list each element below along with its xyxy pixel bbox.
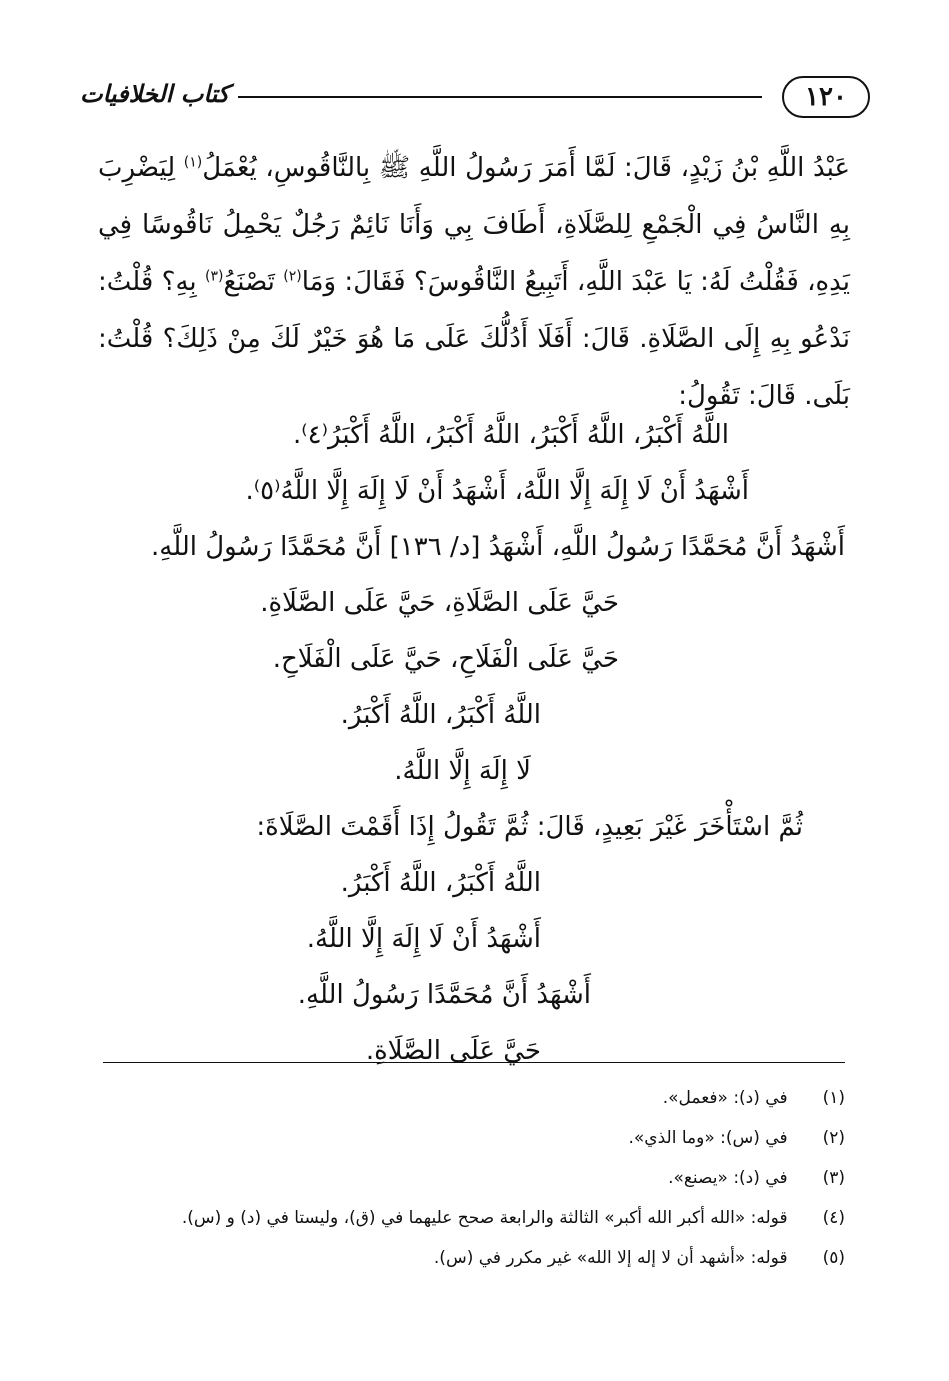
adhan-line: أَشْهَدُ أَنْ لَا إِلَهَ إِلَّا اللَّهُ، أَشْهَدُ أَنْ لَا إِلَهَ إِلَّا اللَّهُ⁽٥⁾. (245, 476, 749, 506)
paragraph-text: تَصْنَعُ (223, 267, 284, 297)
adhan-line: اللَّهُ أَكْبَرُ، اللَّهُ أَكْبَرُ، اللَّهُ أَكْبَرُ، اللَّهُ أَكْبَرُ⁽٤⁾. (293, 420, 729, 450)
footnote-item (85, 1238, 845, 1278)
paragraph-text: عَبْدُ اللَّهِ بْنُ زَيْدٍ، قَالَ: لَمَّا أَمَرَ رَسُولُ اللَّهِ ﷺ بِالنَّاقُوسِ، يُعْمَلُ (202, 153, 850, 183)
footnote-ref-3[interactable]: (٣) (204, 268, 224, 285)
footnote-number: (٢) (822, 1128, 845, 1148)
header-rule (238, 96, 762, 98)
iqamah-line: أَشْهَدُ أَنَّ مُحَمَّدًا رَسُولُ اللَّهِ. (297, 980, 591, 1010)
footnote-number: (٥) (822, 1248, 845, 1268)
main-paragraph (98, 140, 850, 425)
footnotes (85, 1078, 845, 1278)
footnote-number: (١) (822, 1088, 845, 1108)
book-title: كتاب الخلافيات (80, 80, 230, 108)
adhan-line: اللَّهُ أَكْبَرُ، اللَّهُ أَكْبَرُ. (340, 700, 541, 730)
footnote-separator (103, 1062, 845, 1063)
adhan-line: حَيَّ عَلَى الْفَلَاحِ، حَيَّ عَلَى الْفَلَاحِ. (272, 644, 619, 674)
footnote-number: (٣) (822, 1168, 845, 1188)
iqamah-line: اللَّهُ أَكْبَرُ، اللَّهُ أَكْبَرُ. (340, 868, 541, 898)
iqamah-line: حَيَّ عَلَى الصَّلَاةِ. (365, 1036, 541, 1066)
footnote-text: في (س): «وما الذي». (628, 1128, 788, 1148)
adhan-line: لَا إِلَهَ إِلَّا اللَّهُ. (394, 756, 531, 786)
adhan-line: حَيَّ عَلَى الصَّلَاةِ، حَيَّ عَلَى الصَّلَاةِ. (260, 588, 619, 618)
footnote-item (85, 1078, 845, 1118)
footnote-text: في (د): «فعمل». (662, 1088, 788, 1108)
footnote-item (85, 1198, 845, 1238)
footnote-item (85, 1158, 845, 1198)
iqamah-line: أَشْهَدُ أَنْ لَا إِلَهَ إِلَّا اللَّهُ. (306, 924, 541, 954)
paragraph-text: لِيَضْرِبَ بِهِ النَّاسُ فِي الْجَمْعِ لِلصَّلَاةِ، أَطَافَ بِي وَأَنَا نَائِمٌ رَجُلٌ يَحْمِلُ نَاقُوسًا فِي يَدِهِ، فَقُلْتُ لَهُ: يَا عَبْدَ اللَّهِ، أَتَبِيعُ النَّاقُوسَ؟ فَقَالَ: وَمَا (98, 153, 850, 297)
page-header (80, 74, 870, 124)
page-number: ١٢٠ (782, 76, 870, 118)
footnote-text: قوله: «الله أكبر الله أكبر» الثالثة والرابعة صحح عليهما في (ق)، وليستا في (د) و (س). (181, 1208, 788, 1228)
footnote-ref-2[interactable]: (٢) (283, 268, 302, 285)
footnote-number: (٤) (822, 1208, 845, 1228)
paragraph-text: بِهِ؟ قُلْتُ: نَدْعُو بِهِ إِلَى الصَّلَاةِ. قَالَ: أَفَلَا أَدُلُّكَ عَلَى مَا هُوَ خَيْرٌ لَكَ مِنْ ذَلِكَ؟ قُلْتُ: بَلَى. قَالَ: تَقُولُ: (98, 267, 850, 411)
iqamah-intro-line: ثُمَّ اسْتَأْخَرَ غَيْرَ بَعِيدٍ، قَالَ: ثُمَّ تَقُولُ إِذَا أَقَمْتَ الصَّلَاةَ: (256, 812, 803, 842)
footnote-item (85, 1118, 845, 1158)
footnote-text: قوله: «أشهد أن لا إله إلا الله» غير مكرر في (س). (433, 1248, 788, 1268)
adhan-line: أَشْهَدُ أَنَّ مُحَمَّدًا رَسُولُ اللَّهِ، أَشْهَدُ [د/ ١٣٦] أَنَّ مُحَمَّدًا رَسُولُ اللَّهِ. (151, 532, 845, 562)
footnote-ref-1[interactable]: (١) (183, 154, 203, 171)
footnote-text: في (د): «يصنع». (668, 1168, 788, 1188)
